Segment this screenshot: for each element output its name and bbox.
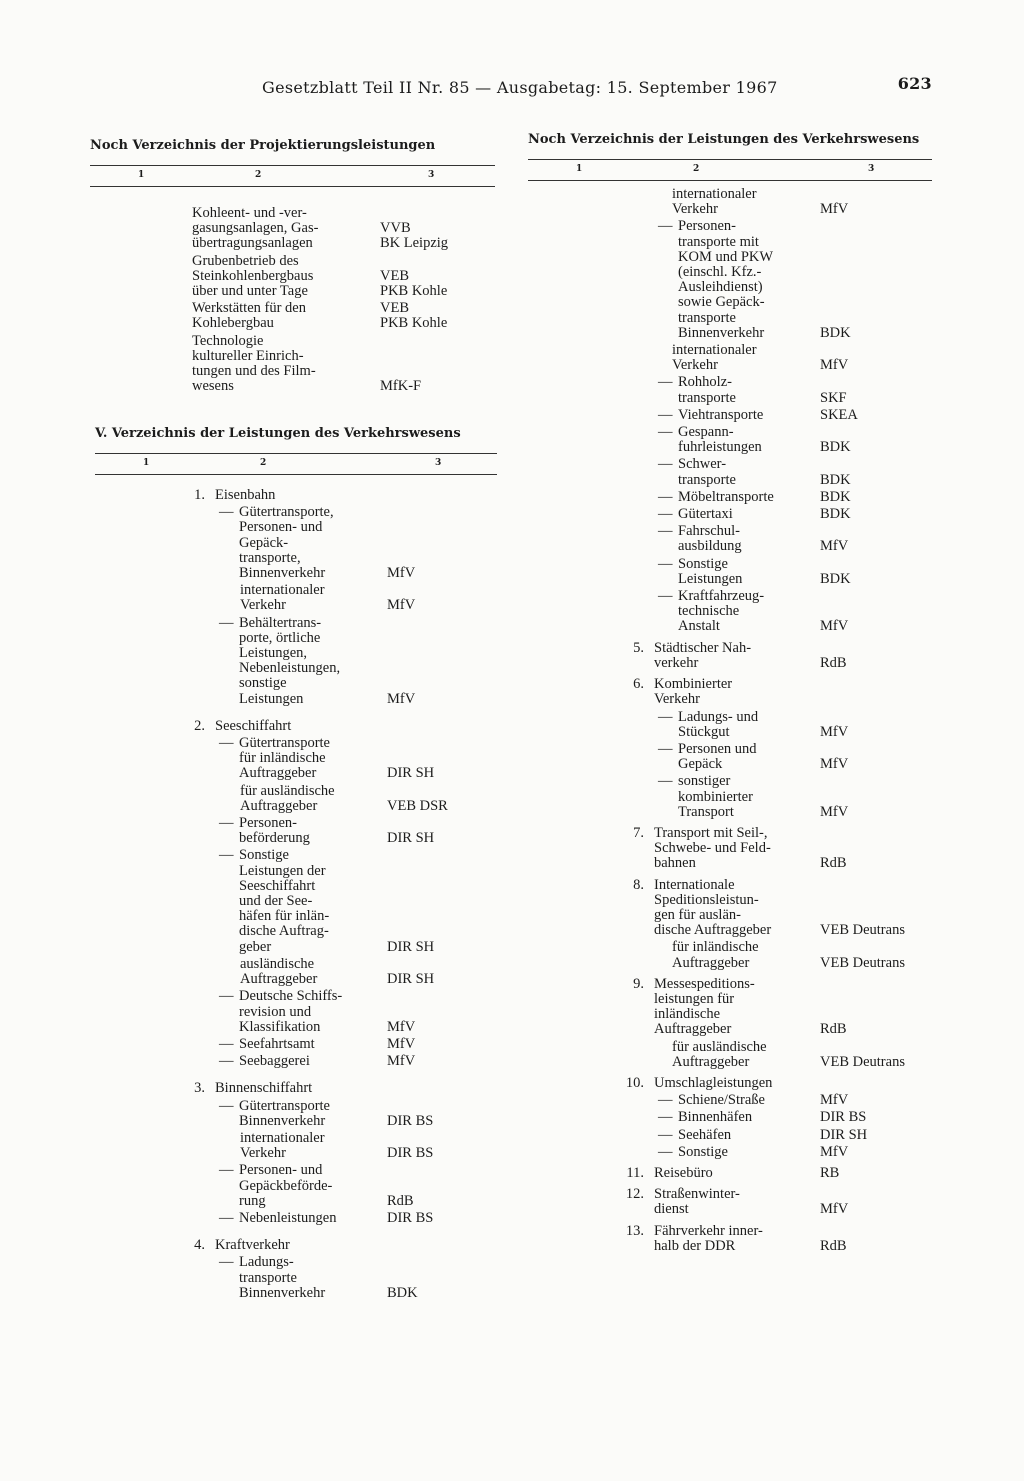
entry-text: Städtischer Nah- verkehr	[654, 639, 752, 671]
table-row	[528, 878, 932, 939]
agency-code: VEB DSR	[387, 797, 448, 814]
table-row	[95, 1081, 497, 1096]
entry-text: Kraftverkehr	[215, 1237, 290, 1254]
table-row	[95, 719, 497, 734]
entry-number: 5.	[633, 639, 644, 656]
table-row	[90, 301, 495, 331]
agency-code: BDK	[820, 506, 851, 523]
table-row	[95, 616, 497, 707]
agency-code: MfV	[820, 1143, 849, 1160]
entry-text: Gütertransporte Binnenverkehr	[239, 1097, 330, 1129]
entries-list	[528, 187, 932, 1254]
entry-text: Gütertransporte, Personen- und Gepäck- transporte, Binnenverkehr	[239, 504, 334, 582]
table-row	[528, 457, 932, 487]
agency-code: DIR SH	[820, 1126, 868, 1143]
entries-list	[90, 206, 495, 394]
col-head-1: 1	[143, 458, 150, 468]
table-row	[528, 1145, 932, 1160]
dash-marker: —	[219, 815, 234, 832]
dash-marker: —	[219, 988, 234, 1005]
agency-code: RdB	[820, 1237, 847, 1254]
agency-code: DIR SH	[387, 938, 435, 955]
entry-text: Nebenleistungen	[239, 1209, 337, 1226]
entry-text: Umschlagleistungen	[654, 1074, 773, 1091]
dash-marker: —	[658, 1143, 673, 1160]
table-row	[95, 1238, 497, 1253]
entry-text: Messespeditions- leistungen für inländische Auftraggeber	[654, 975, 755, 1038]
table-row	[528, 557, 932, 587]
table-row	[528, 507, 932, 522]
entry-text: Kraftfahrzeug- technische Anstalt	[678, 588, 765, 635]
entry-text: Sonstige	[678, 1143, 728, 1160]
col-head-3: 3	[868, 164, 875, 174]
entry-text: Sonstige Leistungen	[678, 555, 743, 587]
entry-text: Behältertrans- porte, örtliche Leistungen, Nebenleistungen, sonstige Leistungen	[239, 614, 341, 707]
dash-marker: —	[219, 1097, 234, 1114]
table-row	[95, 848, 497, 954]
verkehr-continuation	[528, 132, 932, 1254]
entry-text: Seebaggerei	[239, 1053, 310, 1070]
agency-code: MfV	[387, 1035, 416, 1052]
entry-text: Werkstätten für den Kohlebergbau	[192, 300, 306, 332]
entry-text: Personen- transporte mit KOM und PKW (einschl. Kfz.- Ausleihdienst) sowie Gepäck- transporte Binnenverkehr	[678, 218, 774, 341]
entry-text: Binnenschiffahrt	[215, 1080, 313, 1097]
entry-text: Seefahrtsamt	[239, 1035, 315, 1052]
col-head-1: 1	[138, 170, 145, 180]
table-row	[95, 505, 497, 581]
agency-code: RdB	[820, 654, 847, 671]
agency-code: MfV	[387, 1018, 416, 1035]
agency-code: MfV	[387, 690, 416, 707]
dash-marker: —	[658, 506, 673, 523]
agency-code: VEB Deutrans	[820, 954, 905, 971]
page-header	[262, 74, 932, 97]
agency-code: MfV	[820, 357, 849, 374]
entry-text: internationaler Verkehr	[672, 186, 757, 218]
entry-text: internationaler Verkehr	[672, 342, 757, 374]
dash-marker: —	[658, 708, 673, 725]
table-row	[95, 1211, 497, 1226]
agency-code: MfV	[820, 201, 849, 218]
entry-text: Deutsche Schiffs- revision und Klassifikation	[239, 988, 343, 1035]
agency-code: BDK	[387, 1284, 418, 1301]
entry-text: Gespann- fuhrleistungen	[678, 424, 762, 456]
agency-code: BDK	[820, 324, 851, 341]
entry-number: 1.	[194, 487, 205, 503]
agency-code: RdB	[820, 1021, 847, 1038]
table-row	[95, 1255, 497, 1301]
table-row	[95, 816, 497, 846]
entry-number: 2.	[194, 717, 205, 734]
table-row	[95, 736, 497, 782]
entry-number: 13.	[625, 1222, 644, 1239]
col-head-2: 2	[693, 164, 700, 174]
table-row	[528, 1224, 932, 1254]
entry-text: internationaler Verkehr	[240, 582, 325, 614]
table-row	[528, 524, 932, 554]
dash-marker: —	[658, 588, 673, 605]
entry-text: Schwer- transporte	[678, 456, 736, 488]
table-row	[90, 206, 495, 252]
table-row	[528, 826, 932, 872]
entry-text: Straßenwinter- dienst	[654, 1186, 740, 1218]
entry-number: 12.	[625, 1186, 644, 1203]
table-row	[528, 375, 932, 405]
table-row	[95, 583, 497, 613]
agency-code: DIR BS	[387, 1112, 434, 1129]
entry-text: Technologie kultureller Einrich- tungen und des Film- wesens	[192, 332, 316, 395]
table-row	[90, 334, 495, 395]
agency-code: RdB	[820, 855, 847, 872]
agency-code: VEB Deutrans	[820, 922, 905, 939]
agency-code: VEB PKB Kohle	[380, 267, 448, 300]
entry-text: Seehäfen	[678, 1126, 732, 1143]
table-row	[90, 254, 495, 300]
table-row	[528, 1076, 932, 1091]
dash-marker: —	[219, 1035, 234, 1052]
dash-marker: —	[658, 773, 673, 790]
agency-code: MfV	[820, 756, 849, 773]
dash-marker: —	[658, 1092, 673, 1109]
entry-number: 11.	[626, 1164, 644, 1181]
agency-code: VEB PKB Kohle	[380, 300, 448, 332]
table-row	[528, 940, 932, 970]
entry-text: Reisebüro	[654, 1164, 713, 1181]
dash-marker: —	[658, 406, 673, 423]
entry-number: 7.	[633, 824, 644, 841]
entry-number: 6.	[633, 676, 644, 693]
dash-marker: —	[658, 1109, 673, 1126]
table-row	[95, 1099, 497, 1129]
agency-code: RdB	[387, 1192, 414, 1209]
entry-text: Schiene/Straße	[678, 1092, 765, 1109]
entry-text: Personen und Gepäck	[678, 740, 757, 773]
agency-code: MfV	[387, 1053, 416, 1070]
page-number: 623	[897, 74, 932, 93]
agency-code: BDK	[820, 488, 851, 505]
entry-text: Ladungs- transporte Binnenverkehr	[239, 1254, 326, 1301]
table-row	[528, 774, 932, 820]
agency-code: MfK-F	[380, 378, 422, 395]
section-title: V. Verzeichnis der Leistungen des Verkehrswesens	[95, 426, 461, 441]
table-row	[528, 742, 932, 772]
agency-code: MfV	[820, 723, 849, 740]
table-row	[528, 977, 932, 1038]
agency-code: DIR BS	[820, 1109, 867, 1126]
agency-code: MfV	[820, 1201, 849, 1218]
entry-text: ausländische Auftraggeber	[240, 955, 318, 988]
col-head-3: 3	[435, 458, 442, 468]
table-row	[528, 1093, 932, 1108]
dash-marker: —	[658, 374, 673, 391]
agency-code: MfV	[820, 618, 849, 635]
projektierung-continuation	[90, 138, 495, 394]
agency-code: BDK	[820, 439, 851, 456]
agency-code: DIR BS	[387, 1209, 434, 1226]
dash-marker: —	[219, 1053, 234, 1070]
table-row	[95, 784, 497, 814]
dash-marker: —	[219, 1162, 234, 1179]
table-row	[528, 1166, 932, 1181]
entry-number: 10.	[625, 1074, 644, 1091]
dash-marker: —	[658, 523, 673, 540]
entry-text: Fährverkehr inner- halb der DDR	[654, 1222, 763, 1254]
entry-text: internationaler Verkehr	[240, 1129, 325, 1162]
table-row	[528, 1110, 932, 1125]
entry-text: Binnenhäfen	[678, 1109, 753, 1126]
table-row	[95, 1037, 497, 1052]
entry-text: Sonstige Leistungen der Seeschiffahrt und der See- häfen für inlän- dische Auftrag- geber	[239, 847, 330, 955]
agency-code: DIR SH	[387, 765, 435, 782]
agency-code: BDK	[820, 471, 851, 488]
dash-marker: —	[658, 488, 673, 505]
table-header	[95, 453, 497, 475]
col-head-2: 2	[260, 458, 267, 468]
dash-marker: —	[219, 847, 234, 864]
dash-marker: —	[219, 1254, 234, 1271]
dash-marker: —	[658, 218, 673, 235]
entry-number: 8.	[633, 876, 644, 893]
entry-text: für ausländische Auftraggeber	[240, 782, 335, 814]
table-row	[528, 490, 932, 505]
table-row	[528, 343, 932, 373]
entry-number: 9.	[633, 975, 644, 992]
agency-code: VEB Deutrans	[820, 1053, 905, 1070]
agency-code: MfV	[387, 597, 416, 614]
table-row	[95, 1131, 497, 1161]
agency-code: BDK	[820, 570, 851, 587]
section-title: Noch Verzeichnis der Projektierungsleistungen	[90, 138, 436, 153]
entry-text: Kohleent- und -ver- gasungsanlagen, Gas- übertragungsanlagen	[192, 205, 319, 252]
entry-text: Gütertransporte für inländische Auftraggeber	[239, 735, 330, 782]
running-title: Gesetzblatt Teil II Nr. 85 — Ausgabetag: 15. September 1967	[262, 78, 778, 97]
table-row	[95, 488, 497, 503]
table-row	[95, 1163, 497, 1209]
agency-code: DIR SH	[387, 830, 435, 847]
entry-text: Gütertaxi	[678, 506, 733, 523]
table-row	[528, 589, 932, 635]
entry-text: Internationale Speditionsleistun- gen für auslän- dische Auftraggeber	[654, 876, 772, 939]
dash-marker: —	[658, 456, 673, 473]
entry-text: Seeschiffahrt	[215, 717, 292, 734]
dash-marker: —	[658, 1126, 673, 1143]
agency-code: MfV	[820, 538, 849, 555]
dash-marker: —	[658, 555, 673, 572]
col-head-1: 1	[576, 164, 583, 174]
table-row	[528, 187, 932, 217]
agency-code: MfV	[820, 1092, 849, 1109]
table-row	[528, 677, 932, 707]
table-row	[95, 989, 497, 1035]
table-row	[528, 641, 932, 671]
table-row	[528, 1040, 932, 1070]
table-row	[95, 957, 497, 987]
table-row	[528, 408, 932, 423]
agency-code: SKF	[820, 389, 847, 406]
entry-text: Kombinierter Verkehr	[654, 676, 733, 708]
agency-code: DIR BS	[387, 1145, 434, 1162]
agency-code: MfV	[387, 565, 416, 582]
entry-text: Ladungs- und Stückgut	[678, 708, 759, 740]
entry-text: für inländische Auftraggeber	[672, 939, 759, 971]
section-title: Noch Verzeichnis der Leistungen des Verkehrswesens	[528, 132, 920, 147]
col-head-3: 3	[428, 170, 435, 180]
dash-marker: —	[658, 424, 673, 441]
entry-text: Rohholz- transporte	[678, 374, 736, 406]
col-head-2: 2	[255, 170, 262, 180]
entry-text: Eisenbahn	[215, 487, 276, 503]
agency-code: MfV	[820, 803, 849, 820]
dash-marker: —	[219, 504, 234, 521]
dash-marker: —	[219, 1209, 234, 1226]
table-row	[528, 425, 932, 455]
dash-marker: —	[219, 614, 234, 631]
table-row	[528, 710, 932, 740]
entry-text: Fahrschul- ausbildung	[678, 523, 742, 555]
entry-text: Viehtransporte	[678, 406, 764, 423]
entry-number: 4.	[194, 1237, 205, 1254]
entry-text: Grubenbetrieb des Steinkohlenbergbaus über und unter Tage	[192, 252, 314, 300]
table-header	[90, 165, 495, 187]
entry-text: Möbeltransporte	[678, 488, 774, 505]
entry-text: für ausländische Auftraggeber	[672, 1038, 767, 1070]
agency-code: VVB BK Leipzig	[380, 220, 449, 252]
table-row	[95, 1054, 497, 1069]
agency-code: SKEA	[820, 406, 858, 423]
section-v	[95, 426, 497, 1301]
entries-list	[95, 488, 497, 1301]
dash-marker: —	[219, 735, 234, 752]
entry-text: Personen- und Gepäckbeförde- rung	[239, 1162, 333, 1209]
agency-code: RB	[820, 1164, 840, 1181]
table-header	[528, 159, 932, 181]
entry-text: sonstiger kombinierter Transport	[678, 773, 753, 820]
agency-code: DIR SH	[387, 971, 435, 988]
table-row	[528, 1128, 932, 1143]
entry-text: Personen- beförderung	[239, 815, 310, 847]
dash-marker: —	[658, 740, 673, 757]
table-row	[528, 1187, 932, 1217]
table-row	[528, 219, 932, 341]
entry-number: 3.	[194, 1080, 205, 1097]
entry-text: Transport mit Seil-, Schwebe- und Feld- bahnen	[654, 824, 771, 872]
